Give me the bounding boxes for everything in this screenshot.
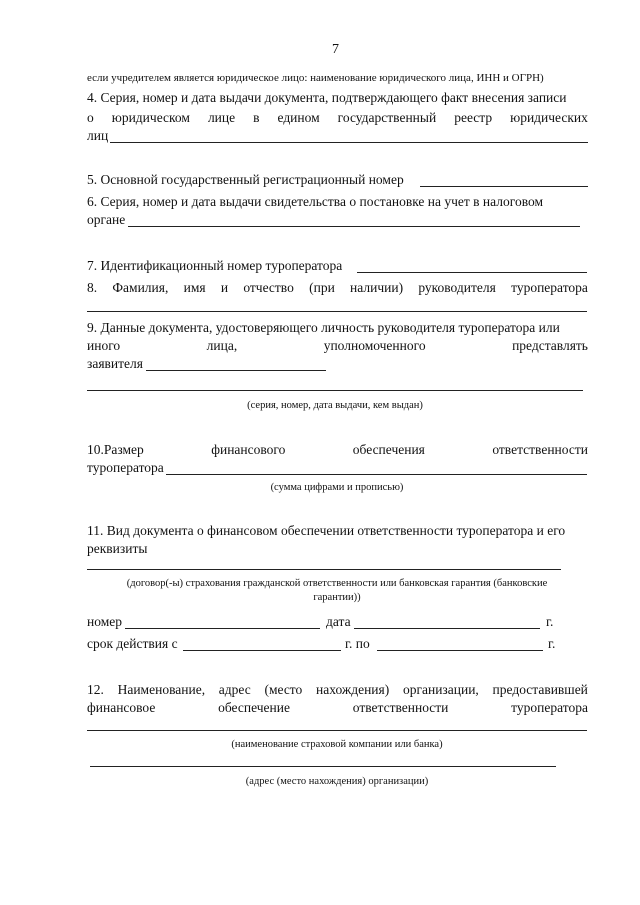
item12-caption-2: (адрес (место нахождения) организации): [245, 776, 429, 787]
word: уполномоченного: [323, 338, 426, 353]
year-suffix: г.: [546, 614, 554, 629]
word: 12.: [87, 682, 104, 697]
word: юридических: [510, 110, 588, 125]
item12-fill-line-2[interactable]: [90, 766, 556, 767]
item6-line2: органе: [87, 212, 126, 227]
word: (место: [264, 682, 303, 697]
item11-line2: реквизиты: [87, 541, 148, 556]
item12-line2: [87, 700, 588, 716]
word: наличии): [350, 280, 404, 295]
validity-label: срок действия с: [87, 636, 178, 651]
item7-fill-line[interactable]: [357, 272, 587, 273]
word: организации,: [402, 682, 479, 697]
word: (при: [309, 280, 335, 295]
word: имя: [183, 280, 206, 295]
word: предоставившей: [492, 682, 588, 697]
word: Фамилия,: [112, 280, 169, 295]
date-fill-line[interactable]: [354, 628, 540, 629]
word: финансового: [211, 442, 286, 457]
item10-caption: (сумма цифрами и прописью): [270, 482, 404, 493]
word: иного: [87, 338, 121, 353]
validity-from-fill-line[interactable]: [183, 650, 341, 651]
word: едином: [277, 110, 320, 125]
item9-caption: (серия, номер, дата выдачи, кем выдан): [247, 400, 423, 411]
word: адрес: [218, 682, 251, 697]
word: туроператора: [511, 280, 588, 295]
word: Наименование,: [117, 682, 206, 697]
word: ответственности: [492, 442, 588, 457]
item9-fill-line-short[interactable]: [146, 370, 326, 371]
item4-fill-line[interactable]: [110, 142, 588, 143]
item11-caption-line1: (договор(-ы) страхования гражданской ответственности или банковская гарантия (банковские: [126, 578, 548, 589]
word: юридическом: [111, 110, 190, 125]
item9-line2: [87, 338, 588, 354]
number-fill-line[interactable]: [125, 628, 320, 629]
year-suffix-2: г.: [548, 636, 556, 651]
item12-line1: [87, 682, 588, 698]
item4-line1: 4. Серия, номер и дата выдачи документа, подтверждающего факт внесения записи: [87, 90, 567, 105]
word: лице: [207, 110, 236, 125]
item11-caption-line2: гарантии)): [313, 592, 361, 603]
item8-line: [87, 280, 588, 296]
item10-line1: [87, 442, 588, 458]
validity-to-fill-line[interactable]: [377, 650, 543, 651]
item5-label: 5. Основной государственный регистрационный номер: [87, 172, 404, 187]
date-label: дата: [326, 614, 351, 629]
word: реестр: [454, 110, 493, 125]
to-label: г. по: [345, 636, 370, 651]
item12-fill-line-1[interactable]: [87, 730, 587, 731]
item12-caption-1: (наименование страховой компании или банка): [231, 739, 443, 750]
item9-line3: заявителя: [87, 356, 143, 371]
word: в: [253, 110, 260, 125]
item7-label: 7. Идентификационный номер туроператора: [87, 258, 343, 273]
item10-line2: туроператора: [87, 460, 164, 475]
item9-line1: 9. Данные документа, удостоверяющего личность руководителя туроператора или: [87, 320, 560, 335]
item11-line1: 11. Вид документа о финансовом обеспечении ответственности туроператора и его: [87, 523, 566, 538]
item4-line3: лиц: [87, 128, 109, 143]
item10-fill-line[interactable]: [166, 474, 587, 475]
word: представлять: [512, 338, 588, 353]
word: и: [220, 280, 229, 295]
item4-line2: [87, 110, 588, 126]
word: нахождения): [316, 682, 390, 697]
item11-fill-line[interactable]: [87, 569, 561, 570]
intro-text: если учредителем является юридическое лицо: наименование юридического лица, ИНН и ОГРН): [87, 72, 544, 84]
word: лица,: [206, 338, 238, 353]
word: 8.: [87, 280, 98, 295]
word: государственный: [337, 110, 437, 125]
item9-fill-line[interactable]: [87, 390, 583, 391]
word: о: [87, 110, 94, 125]
item6-fill-line[interactable]: [128, 226, 580, 227]
word: руководителя: [418, 280, 496, 295]
word: обеспечение: [218, 700, 290, 715]
item8-fill-line[interactable]: [87, 311, 587, 312]
word: финансовое: [87, 700, 156, 715]
word: туроператора: [511, 700, 588, 715]
page-number: 7: [332, 42, 339, 57]
word: обеспечения: [352, 442, 425, 457]
word: 10.Размер: [87, 442, 144, 457]
item6-line1: 6. Серия, номер и дата выдачи свидетельства о постановке на учет в налоговом: [87, 194, 544, 209]
word: ответственности: [352, 700, 449, 715]
item5-fill-line[interactable]: [420, 186, 588, 187]
word: отчество: [243, 280, 294, 295]
number-label: номер: [87, 614, 123, 629]
